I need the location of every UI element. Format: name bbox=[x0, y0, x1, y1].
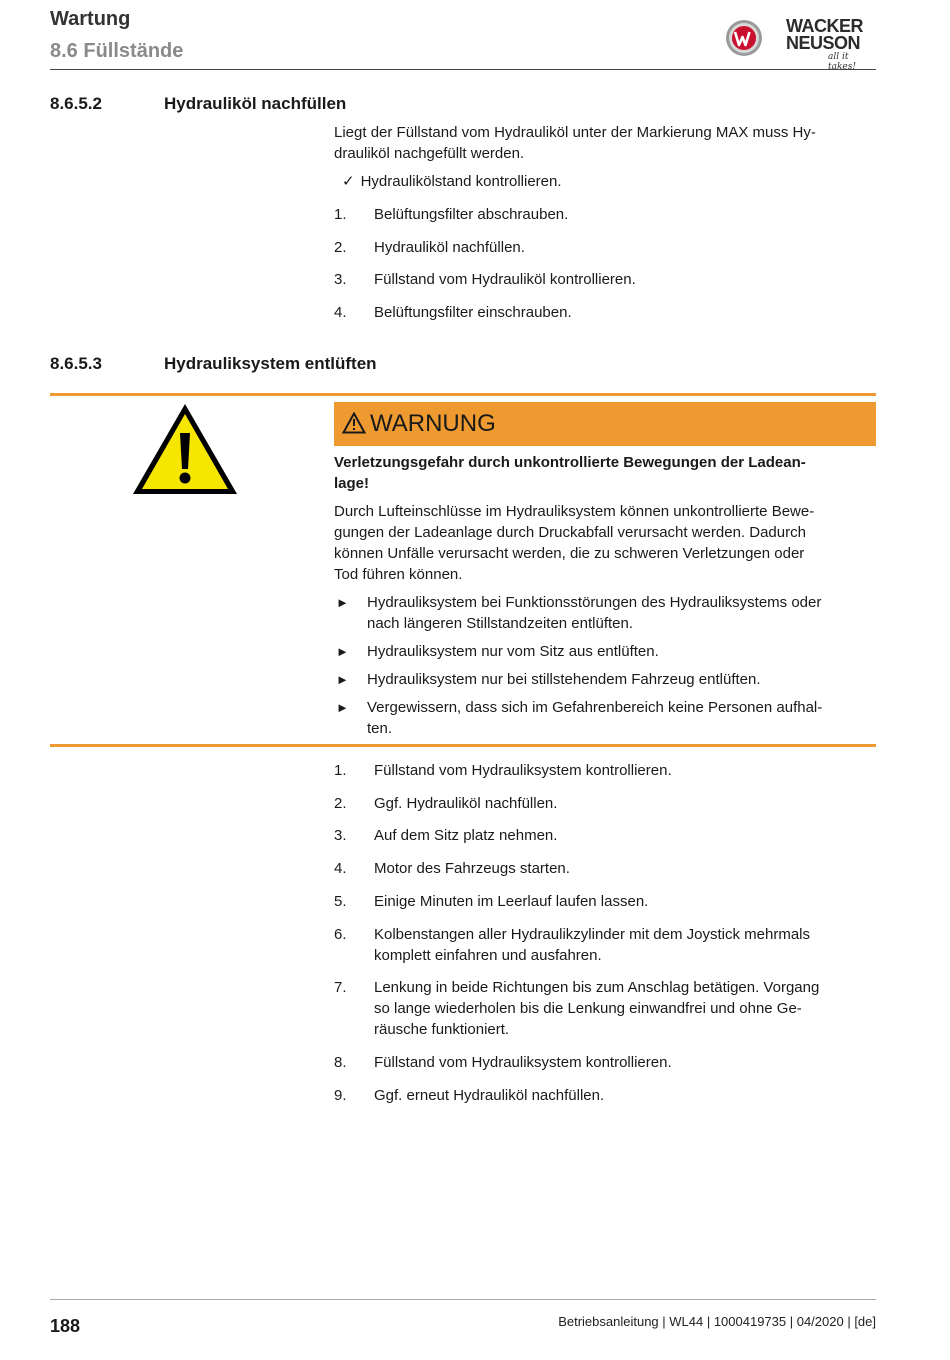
step-number: 4. bbox=[334, 304, 347, 321]
section-heading: 8.6 Füllstände bbox=[50, 40, 184, 62]
step-line: räusche funktioniert. bbox=[374, 1021, 510, 1038]
step-line: Füllstand vom Hydrauliksystem kontrollieren. bbox=[374, 762, 672, 779]
step-line: Kolbenstangen aller Hydraulikzylinder mit dem Joystick mehrmals bbox=[374, 926, 811, 943]
step-number: 3. bbox=[334, 827, 347, 844]
step-number: 1. bbox=[334, 762, 347, 779]
precondition bbox=[342, 171, 562, 192]
arrow-bullet-icon: ► bbox=[336, 700, 349, 715]
warning-bottom-rule bbox=[50, 744, 876, 747]
step-text: Belüftungsfilter abschrauben. bbox=[374, 206, 569, 223]
measure-line: nach längeren Stillstandzeiten entlüften. bbox=[367, 615, 634, 632]
section-title: Hydrauliksystem entlüften bbox=[164, 354, 377, 373]
step-text: Hydrauliköl nachfüllen. bbox=[374, 239, 525, 256]
warning-top-rule bbox=[50, 393, 876, 396]
logo-text-line1: WACKER bbox=[786, 16, 863, 36]
measure-line: Hydrauliksystem bei Funktionsstörungen des Hydrauliksystems oder bbox=[367, 594, 822, 611]
step-line: Ggf. Hydrauliköl nachfüllen. bbox=[374, 795, 558, 812]
document-info: Betriebsanleitung | WL44 | 1000419735 | 04/2020 | [de] bbox=[558, 1314, 876, 1329]
step-line: Füllstand vom Hydrauliksystem kontrollieren. bbox=[374, 1054, 672, 1071]
logo-emblem-icon bbox=[724, 18, 764, 58]
measure-line: ten. bbox=[367, 720, 393, 737]
step-text: Belüftungsfilter einschrauben. bbox=[374, 304, 572, 321]
arrow-bullet-icon: ► bbox=[336, 595, 349, 610]
intro-line: drauliköl nachgefüllt werden. bbox=[334, 145, 525, 162]
warning-banner bbox=[334, 402, 876, 446]
warning-body-line: Tod führen können. bbox=[334, 566, 463, 583]
logo-slogan: all it takes! bbox=[828, 52, 856, 72]
step-line: so lange wiederholen bis die Lenkung einwandfrei und ohne Ge- bbox=[374, 1000, 802, 1017]
warning-triangle-icon bbox=[342, 412, 366, 434]
arrow-bullet-icon: ► bbox=[336, 644, 349, 659]
logo-text-line2: NEUSON bbox=[786, 33, 861, 53]
step-number: 4. bbox=[334, 860, 347, 877]
warning-headline bbox=[334, 452, 876, 494]
arrow-bullet-icon: ► bbox=[336, 672, 349, 687]
warning-body bbox=[334, 501, 876, 585]
step-number: 3. bbox=[334, 271, 347, 288]
step-number: 2. bbox=[334, 239, 347, 256]
measure-line: Hydrauliksystem nur bei stillstehendem Fahrzeug entlüften. bbox=[367, 671, 761, 688]
measure-line: Vergewissern, dass sich im Gefahrenbereich keine Personen aufhal- bbox=[367, 699, 823, 716]
measure-line: Hydrauliksystem nur vom Sitz aus entlüften. bbox=[367, 643, 659, 660]
warning-headline-line: lage! bbox=[334, 475, 370, 492]
warning-body-line: gungen der Ladeanlage durch Druckabfall verursacht werden. Dadurch bbox=[334, 524, 806, 541]
step-line: Ggf. erneut Hydrauliköl nachfüllen. bbox=[374, 1087, 605, 1104]
chapter-title: Wartung bbox=[50, 8, 131, 30]
warning-body-line: Durch Lufteinschlüsse im Hydrauliksystem können unkontrollierte Bewe- bbox=[334, 503, 815, 520]
step-number: 5. bbox=[334, 893, 347, 910]
step-line: Einige Minuten im Leerlauf laufen lassen. bbox=[374, 893, 649, 910]
step-number: 2. bbox=[334, 795, 347, 812]
hazard-triangle-icon bbox=[130, 401, 240, 497]
step-number: 7. bbox=[334, 979, 347, 996]
precondition-text: Hydraulikölstand kontrollieren. bbox=[360, 173, 562, 190]
section-number: 8.6.5.2 bbox=[50, 94, 102, 113]
step-number: 6. bbox=[334, 926, 347, 943]
warning-body-line: können Unfälle verursacht werden, die zu schweren Verletzungen oder bbox=[334, 545, 805, 562]
intro-line: Liegt der Füllstand vom Hydrauliköl unter der Markierung MAX muss Hy- bbox=[334, 124, 816, 141]
step-line: komplett einfahren und ausfahren. bbox=[374, 947, 602, 964]
page-number: 188 bbox=[50, 1316, 81, 1336]
step-number: 9. bbox=[334, 1087, 347, 1104]
step-number: 8. bbox=[334, 1054, 347, 1071]
wacker-neuson-logo bbox=[724, 16, 876, 72]
warning-label: WARNUNG bbox=[370, 410, 496, 437]
step-number: 1. bbox=[334, 206, 347, 223]
warning-headline-line: Verletzungsgefahr durch unkontrollierte Bewegungen der Ladean- bbox=[334, 454, 806, 471]
section-number: 8.6.5.3 bbox=[50, 354, 102, 373]
step-line: Auf dem Sitz platz nehmen. bbox=[374, 827, 558, 844]
step-text: Füllstand vom Hydrauliköl kontrollieren. bbox=[374, 271, 636, 288]
step-line: Motor des Fahrzeugs starten. bbox=[374, 860, 570, 877]
section-title: Hydrauliköl nachfüllen bbox=[164, 94, 347, 113]
footer-divider bbox=[50, 1299, 876, 1300]
checkmark-icon: ✓ bbox=[342, 173, 355, 190]
header-divider bbox=[50, 69, 876, 70]
intro-paragraph bbox=[334, 122, 876, 164]
step-line: Lenkung in beide Richtungen bis zum Anschlag betätigen. Vorgang bbox=[374, 979, 820, 996]
